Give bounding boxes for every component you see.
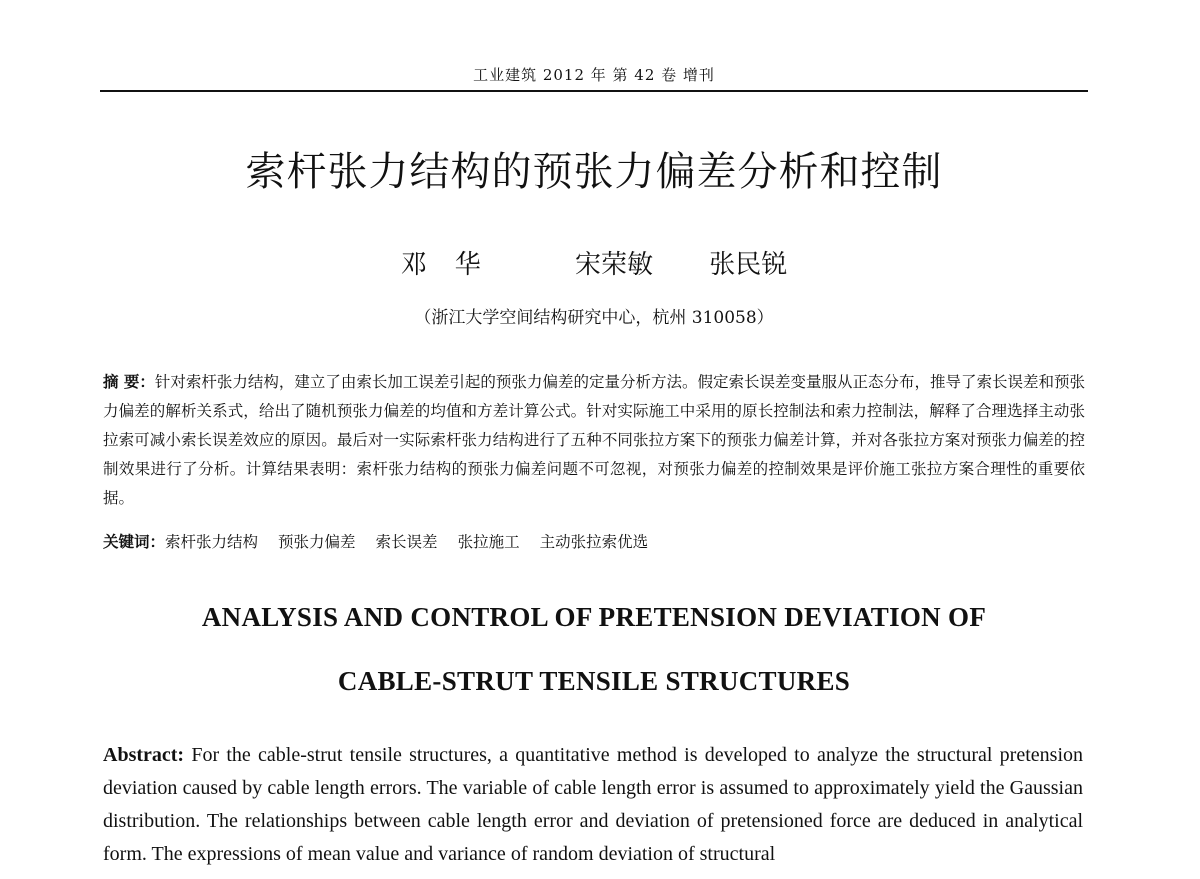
keywords-cn (103, 530, 1085, 552)
header-rule (100, 90, 1088, 92)
author-name: 宋荣敏 (574, 250, 653, 280)
paper-title-cn: 索杆张力结构的预张力偏差分析和控制 (245, 149, 943, 195)
abstract-en (103, 739, 1083, 871)
paper-title-en-line1: ANALYSIS AND CONTROL OF PRETENSION DEVIATION OF (201, 602, 987, 632)
keyword: 索长误差 (375, 533, 438, 551)
abstract-text-cn: 针对索杆张力结构，建立了由索长加工误差引起的预张力偏差的定量分析方法。假定索长误差变量服从正态分布，推导了索长误差和预张力偏差的解析关系式，给出了随机预张力偏差的均值和方差计算公式。针对实际施工中采用的原长控制法和索力控制法，解释了合理选择主动张拉索可减小索长误差效应的原因。最后对一实际索杆张力结构进行了五种不同张拉方案下的预张力偏差计算，并对各张拉方案对预张力偏差的控制效果进行了分析。计算结果表明：索杆张力结构的预张力偏差问题不可忽视，对预张力偏差的控制效果是评价施工张拉方案合理性的重要依据。 (103, 373, 1085, 507)
author-list-cn (100, 244, 1088, 281)
abstract-label-en: Abstract: (103, 744, 185, 766)
keyword: 预张力偏差 (278, 533, 356, 551)
author-name: 张民锐 (709, 250, 788, 280)
abstract-cn (103, 368, 1085, 513)
keyword: 主动张拉索优选 (539, 533, 649, 551)
keywords-label-cn: 关键词： (103, 533, 166, 551)
keyword: 张拉施工 (457, 533, 520, 551)
author-name: 邓华 (400, 250, 509, 280)
paper-title-en-line2: CABLE-STRUT TENSILE STRUCTURES (337, 666, 851, 696)
abstract-label-cn: 摘 要： (103, 373, 155, 391)
running-header: 工业建筑 2012 年 第 42 卷 增刊 (473, 66, 715, 84)
affiliation-cn: （浙江大学空间结构研究中心，杭州 310058） (414, 308, 774, 328)
keyword: 索杆张力结构 (165, 533, 259, 551)
abstract-text-en: For the cable-strut tensile structures, a quantitative method is developed to analyze the structural pretension deviation caused by cable length errors. The variable of cable length error is assumed to approximately yield the Gaussian distribution. The relationships between cable length error and deviation of pretensioned force are deduced in analytical form. The expressions of mean value and variance of random deviation of structural (103, 744, 1083, 865)
